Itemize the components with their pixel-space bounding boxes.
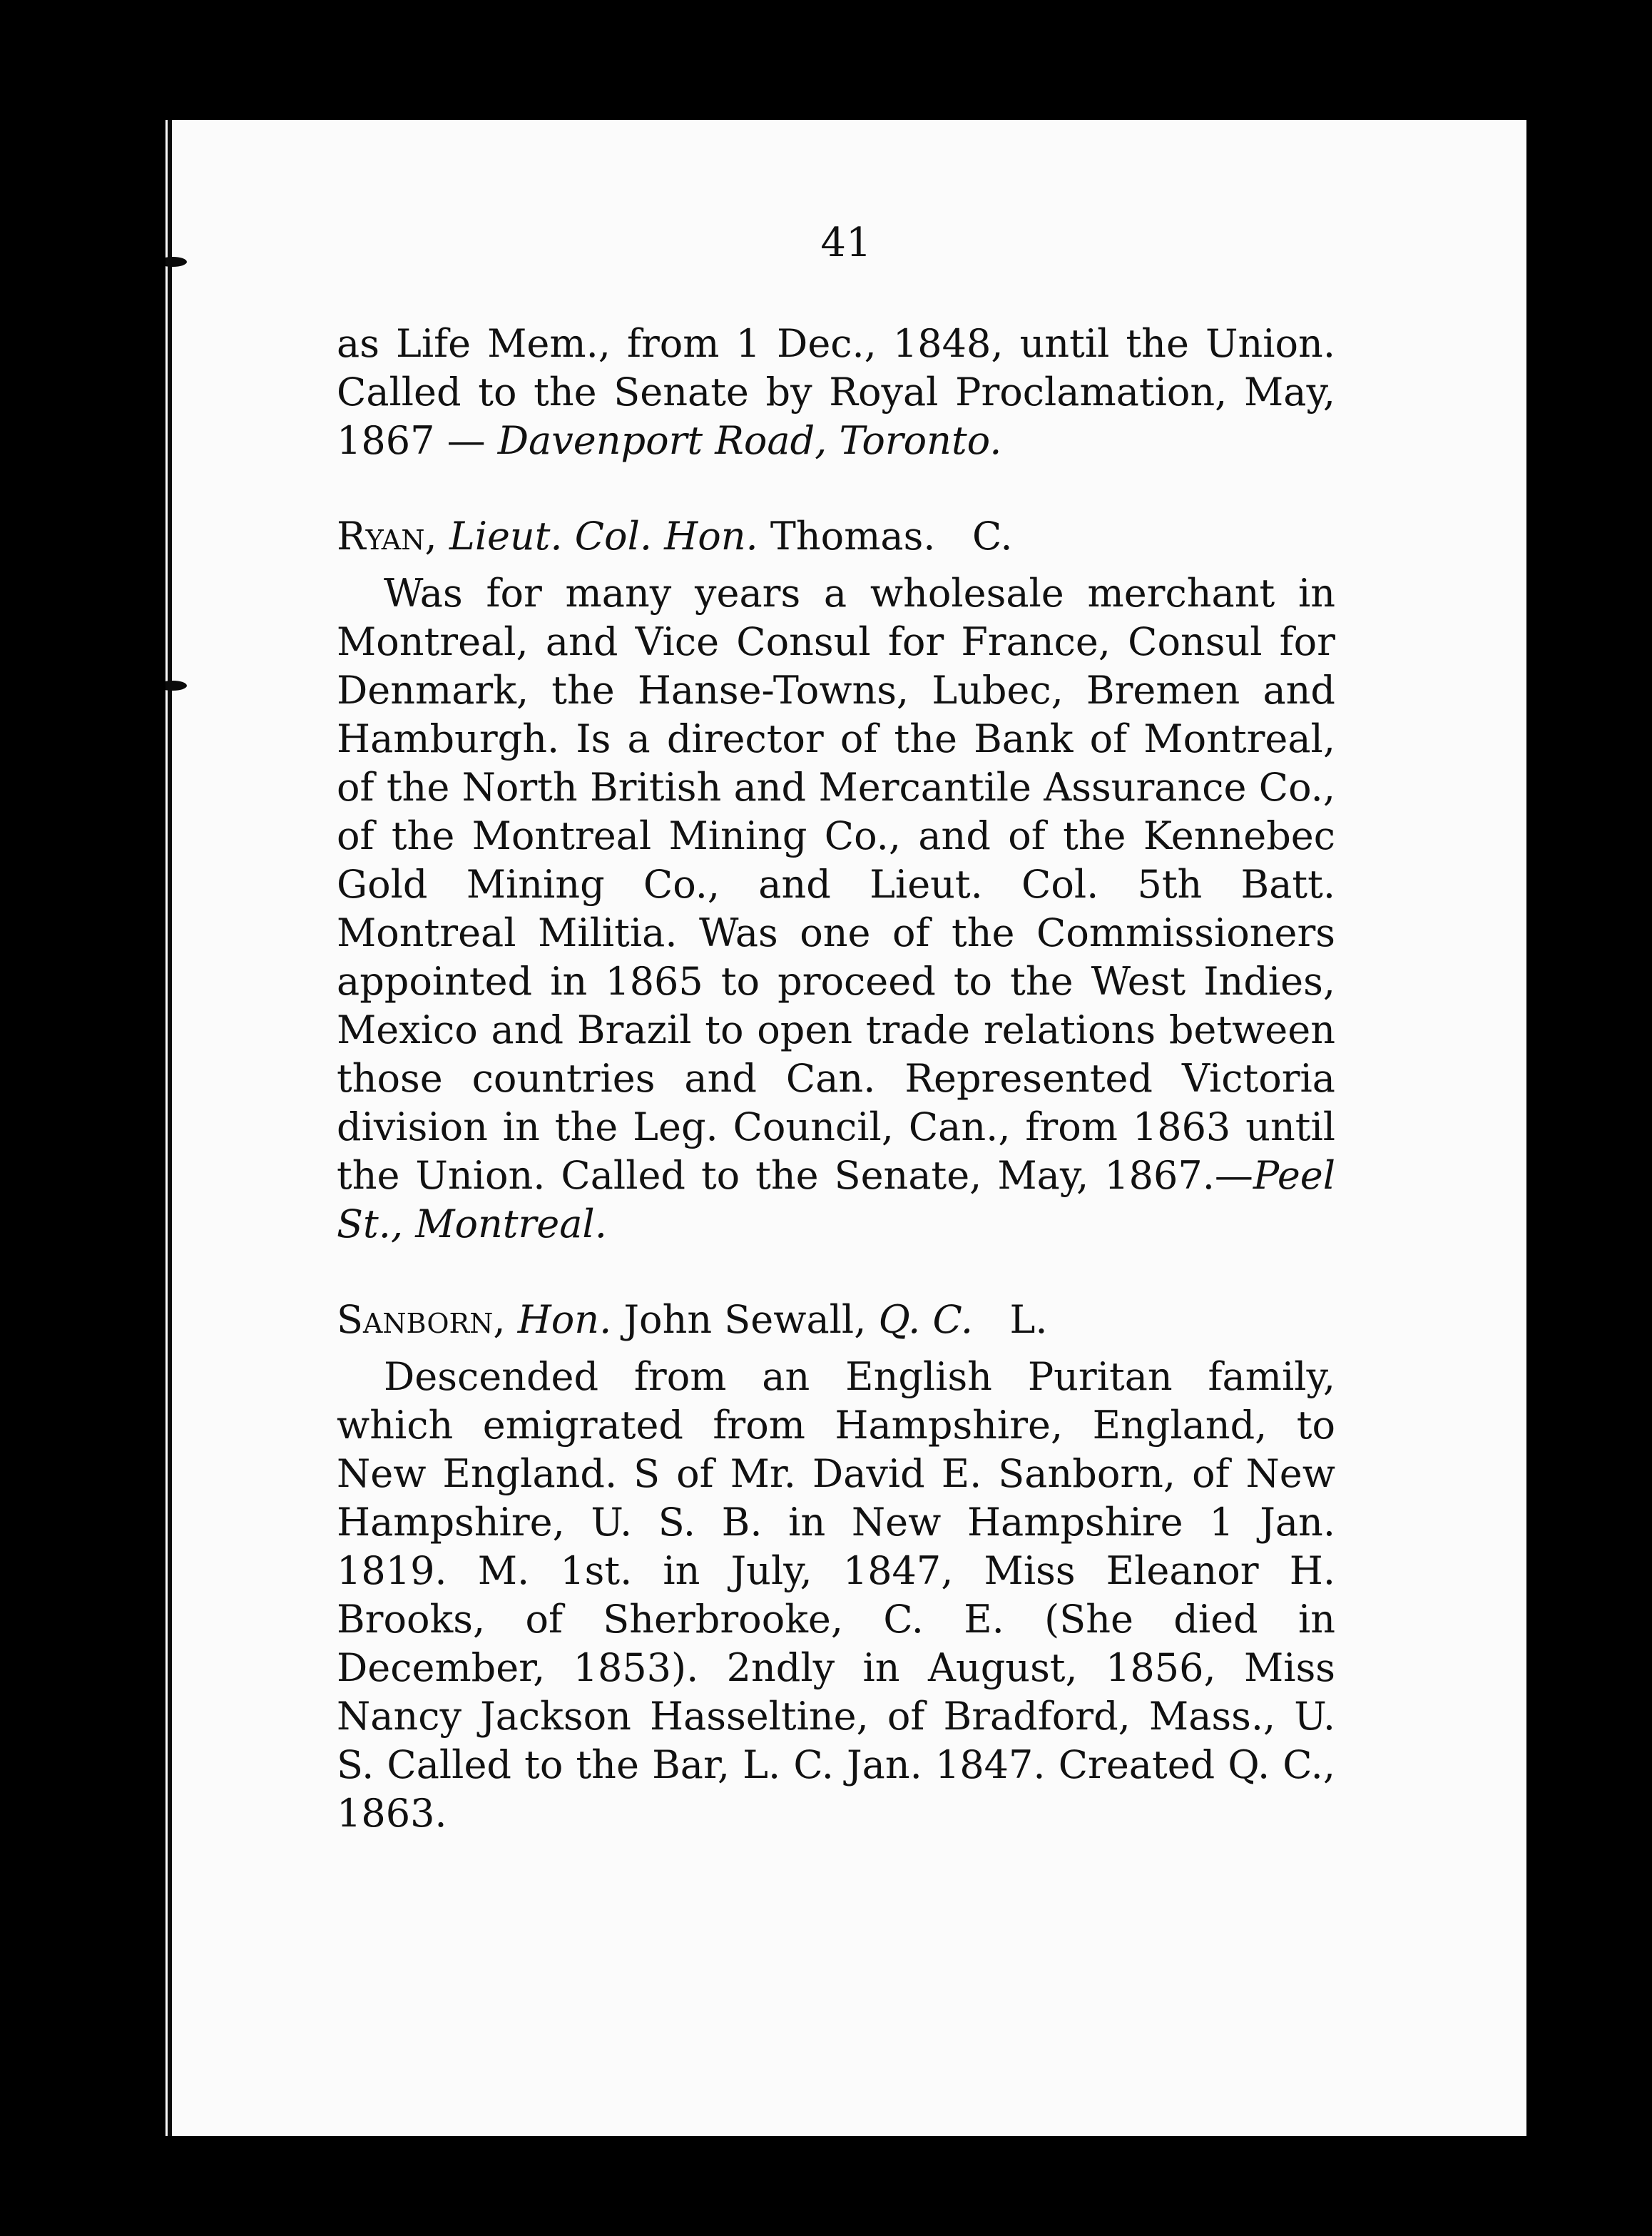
opening-address: Davenport Road, Toronto. <box>497 418 1002 463</box>
entry-given-name: Thomas. <box>770 514 936 559</box>
entry-honorific: Q. C. <box>878 1297 973 1342</box>
entry-body-ryan <box>337 569 1335 1249</box>
entry-body-sanborn <box>337 1353 1335 1838</box>
entry-title: Lieut. Col. Hon. <box>449 514 758 559</box>
opening-paragraph <box>337 320 1335 465</box>
opening-text: as Life Mem., from 1 Dec., 1848, until the Union. Called to the Senate by Royal Proclamation, May, 1867 — <box>337 321 1335 463</box>
entry-address: Peel St., Montreal. <box>337 1153 1335 1246</box>
page-number: 41 <box>820 220 872 266</box>
binding-line <box>168 120 172 2136</box>
page-text <box>337 320 1335 1838</box>
binding-mark-middle <box>165 681 187 691</box>
entry-politics: C. <box>972 514 1013 559</box>
entry-politics: L. <box>1009 1297 1048 1342</box>
entry-heading-ryan: Ryan, Lieut. Col. Hon. Thomas. C. <box>337 514 1013 559</box>
entry-body: Descended from an English Puritan family, which emigrated from Hampshire, England, to New England. S of Mr. David E. Sanborn, of New Hampshire, U. S. B. in New Hampshire 1 Jan. 1819. M. 1st. in July, 1847, Miss Eleanor H. Brooks, of Sherbrooke, C. E. (She died in December, 1853). 2ndly in August, 1856, Miss Nancy Jackson Hasseltine, of Bradford, Mass., U. S. Called to the Bar, L. C. Jan. 1847. Created Q. C., 1863. <box>337 1354 1335 1836</box>
entry-title: Hon. <box>517 1297 612 1342</box>
entry-surname: Sanborn <box>337 1297 494 1342</box>
entry-heading-sanborn: Sanborn, Hon. John Sewall, Q. C. L. <box>337 1297 1048 1342</box>
book-page <box>165 120 1526 2136</box>
entry-body: Was for many years a wholesale merchant in Montreal, and Vice Consul for France, Consul for Denmark, the Hanse-Towns, Lubec, Bremen and Hamburgh. Is a director of the Bank of Montreal, of the North British and Mercantile Assurance Co., of the Montreal Mining Co., and of the Kennebec Gold Mining Co., and Lieut. Col. 5th Batt. Montreal Militia. Was one of the Commissioners appointed in 1865 to proceed to the West Indies, Mexico and Brazil to open trade relations between those countries and Can. Represented Victoria division in the Leg. Council, Can., from 1863 until the Union. Called to the Senate, May, 1867.— <box>337 571 1335 1198</box>
entry-surname: Ryan <box>337 514 425 559</box>
entry-given-name: John Sewall, <box>623 1297 867 1342</box>
